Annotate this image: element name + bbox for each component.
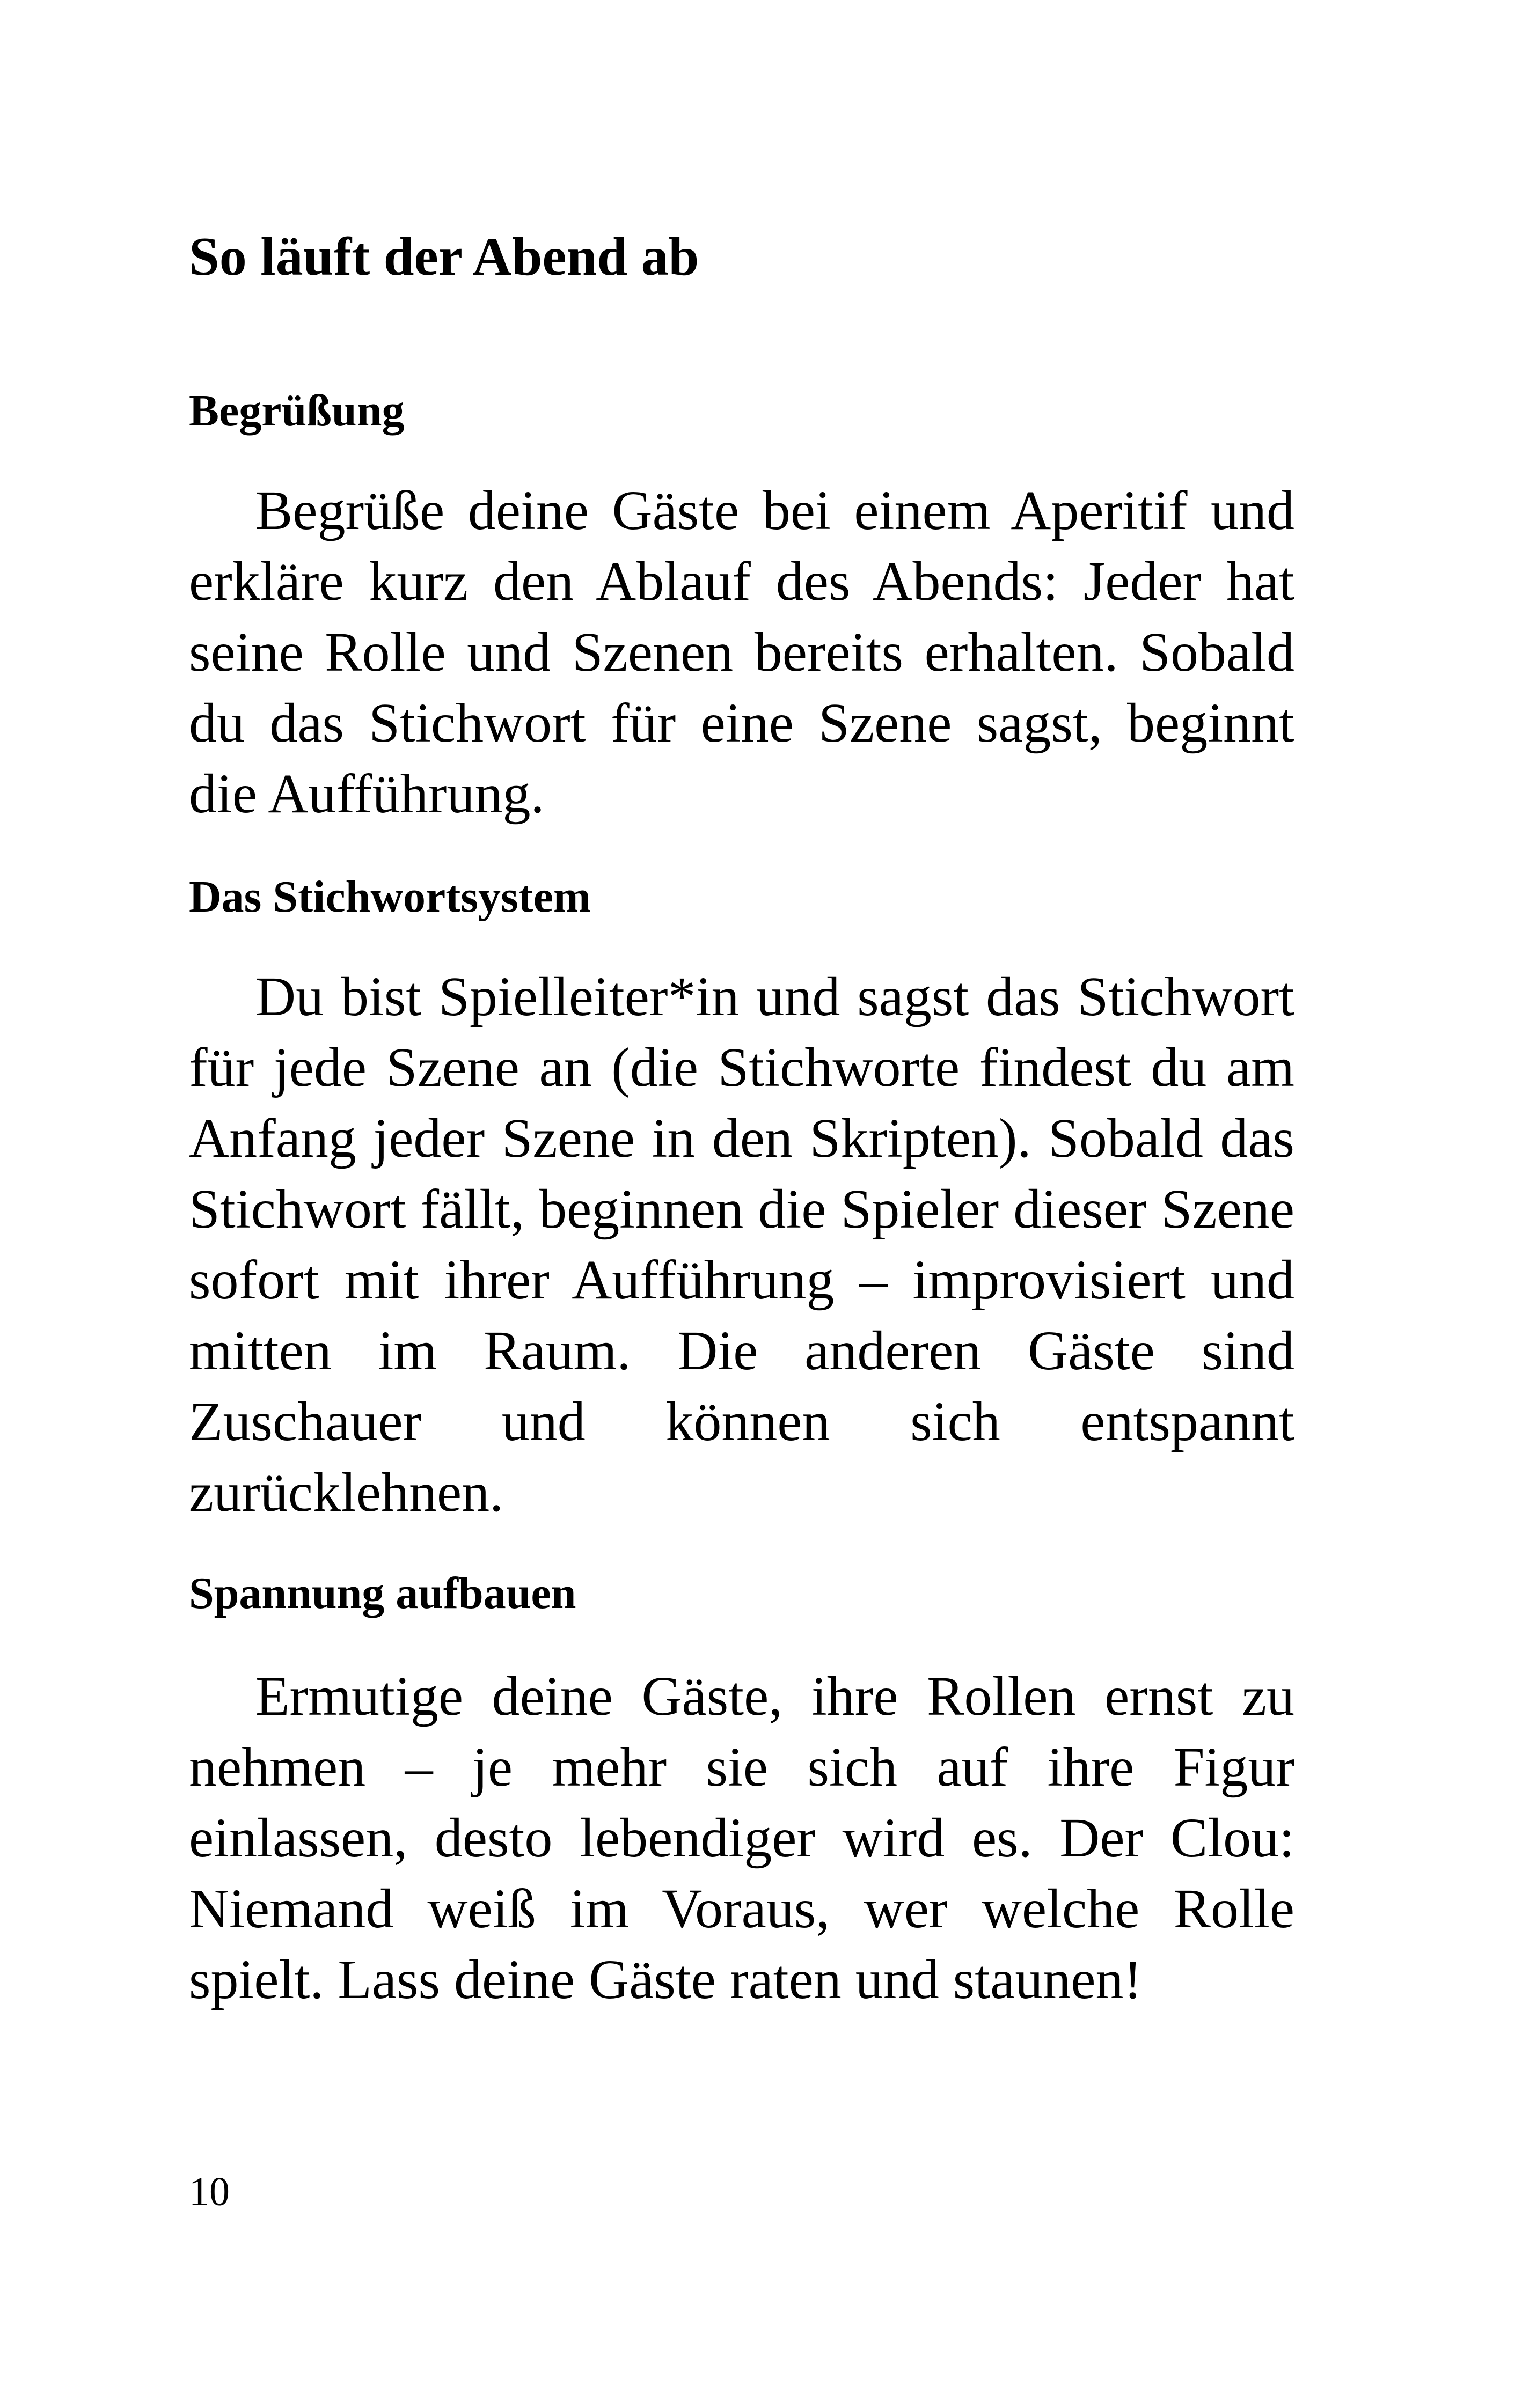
section-heading-spannung: Spannung aufbauen xyxy=(189,1568,576,1618)
section-text-begruessung: Begrüße deine Gäste bei einem Aperitif und erkläre kurz den Ablauf des Abends: Jeder hat seine Rolle und Szenen bereits erhalten. Sobald du das Stichwort für eine Szene sagst, beginnt die Aufführung. xyxy=(189,480,1294,825)
section-text-stichwortsystem: Du bist Spielleiter*in und sagst das Stichwort für jede Szene an (die Stichworte findest du am Anfang jeder Szene in den Skripten). Sobald das Stichwort fällt, beginnen die Spieler dieser Szene sofort mit ihrer Aufführung – improvisiert und mitten im Raum. Die anderen Gäste sind Zuschauer und können sich entspannt zurücklehnen. xyxy=(189,966,1294,1523)
section-text-spannung: Ermutige deine Gäste, ihre Rollen ernst zu nehmen – je mehr sie sich auf ihre Figur einlassen, desto lebendiger wird es. Der Clou: Niemand weiß im Voraus, wer welche Rolle spielt. Lass deine Gäste raten und staunen! xyxy=(189,1665,1294,2010)
page-number: 10 xyxy=(189,2169,230,2214)
book-page xyxy=(189,0,1294,2408)
section-heading-stichwortsystem: Das Stichwortsystem xyxy=(189,872,591,922)
section-heading-begruessung: Begrüßung xyxy=(189,386,405,436)
page-title: So läuft der Abend ab xyxy=(189,226,699,287)
